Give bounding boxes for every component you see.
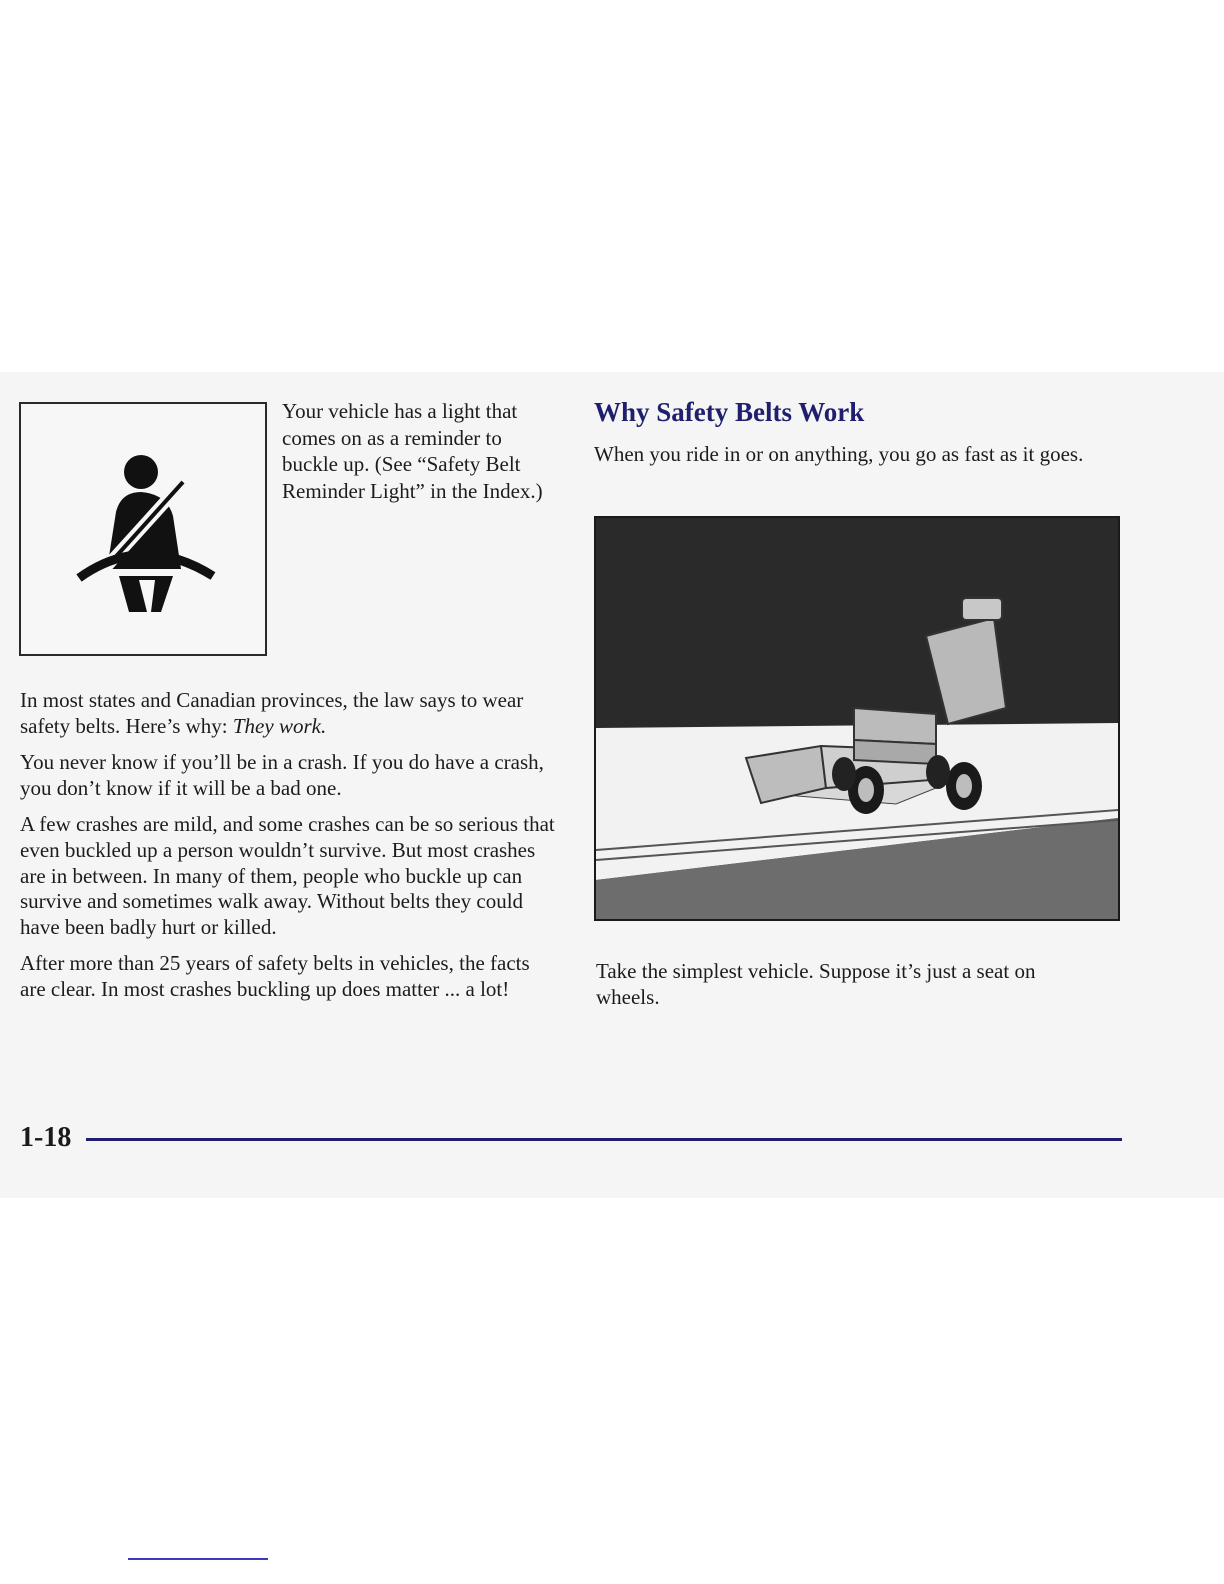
footer-rule [86, 1138, 1122, 1141]
seat-belt-icon-graphic [21, 404, 265, 654]
paragraph-law [20, 688, 555, 739]
bottom-mark [128, 1558, 268, 1560]
paragraph-crash-severity: A few crashes are mild, and some crashes can be so serious that even buckled up a person wouldn’t survive. But most crashes are in between. In many of them, people who buckle up can survive and sometimes walk away. Without belts they could have been badly hurt or killed. [20, 812, 555, 939]
paragraph-law-emphasis: They work. [232, 713, 327, 738]
intro-text: When you ride in or on anything, you go as fast as it goes. [594, 442, 1084, 466]
seat-belt-reminder-icon [19, 402, 267, 656]
seat-on-wheels-graphic [596, 518, 1118, 919]
paragraph-facts: After more than 25 years of safety belts in vehicles, the facts are clear. In most crashes buckling up does matter ... a lot! [20, 951, 530, 1001]
reminder-text: Your vehicle has a light that comes on as a reminder to buckle up. (See “Safety Belt Reminder Light” in the Index.) [282, 399, 543, 503]
paragraph-law-text: In most states and Canadian provinces, the law says to wear safety belts. Here’s why: [20, 688, 524, 738]
page-number: 1-18 [20, 1122, 72, 1153]
paragraph-crash: You never know if you’ll be in a crash. If you do have a crash, you don’t know if it will be a bad one. [20, 750, 544, 800]
figure-caption: Take the simplest vehicle. Suppose it’s just a seat on wheels. [596, 959, 1036, 1009]
left-column [20, 688, 555, 1014]
section-title: Why Safety Belts Work [594, 397, 865, 427]
seat-on-wheels-illustration [594, 516, 1120, 921]
